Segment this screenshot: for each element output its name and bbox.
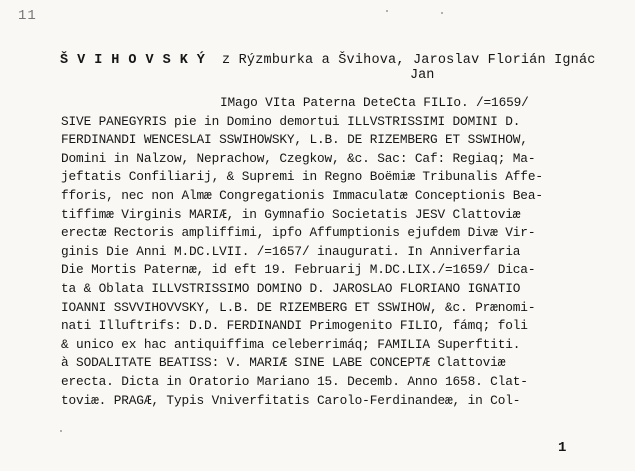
text-line: ta & Oblata ILLVSTRISSIMO DOMINO D. JAROSLAO FLORIANO IGNATIO [61, 280, 521, 296]
text-line: à SODALITATE BEATISS: V. MARIÆ SINE LABE CONCEPTÆ Clattoviæ [61, 355, 506, 371]
corner-mark: 11 [18, 8, 37, 24]
dust-speck [60, 430, 62, 432]
page-number: 1 [558, 440, 567, 456]
text-line: IMago VIta Paterna DeteCta FILIo. /=1659/ [220, 95, 529, 110]
text-line: nati Illuftrifs: D.D. FERDINANDI Primogenito FILIO, fámq; foli [61, 318, 528, 334]
text-line: SIVE PANEGYRIS pie in Domino demortui ILLVSTRISSIMI DOMINI D. [61, 113, 521, 129]
text-line: fforis, nec non Almæ Congregationis Immaculatæ Conceptionis Bea- [61, 187, 543, 203]
text-line: FERDINANDI WENCESLAI SSWIHOWSKY, L.B. DE RIZEMBERG ET SSWIHOW, [61, 132, 528, 148]
text-line: tiffimæ Virginis MARIÆ, in Gymnafio Societatis JESV Clattoviæ [61, 206, 521, 222]
author-surname: ŠVIHOVSKÝ [60, 53, 214, 68]
text-line: jeftatis Confiliarij, & Supremi in Regno Boëmiæ Tribunalis Affe- [61, 169, 543, 185]
text-line: IOANNI SSVVIHOVVSKY, L.B. DE RIZEMBERG ET SSWIHOW, &c. Prænomi- [61, 299, 536, 315]
entry-heading [60, 53, 620, 68]
author-name: z Rýzmburka a Švihova, Jaroslav Florián Ignác [222, 53, 596, 68]
dust-speck [386, 10, 388, 12]
text-line: toviæ. PRAGÆ, Typis Vniverfitatis Carolo-Ferdinandeæ, in Col- [61, 392, 521, 408]
author-name-continuation: Jan [410, 68, 435, 83]
text-line: erecta. Dicta in Oratorio Mariano 15. Decemb. Anno 1658. Clat- [61, 373, 528, 389]
text-line: erectæ Rectoris ampliffimi, ipfo Affumptionis ejufdem Divæ Vir- [61, 225, 536, 241]
text-line: Die Mortis Paternæ, id eft 19. Februarij M.DC.LIX./=1659/ Dica- [61, 262, 536, 278]
text-line: Domini in Nalzow, Neprachow, Czegkow, &c. Sac: Caf: Regiaq; Ma- [61, 150, 536, 166]
title-description [61, 94, 621, 410]
text-line: ginis Die Anni M.DC.LVII. /=1657/ inaugurati. In Anniverfaria [61, 243, 521, 259]
dust-speck [441, 12, 443, 14]
text-line: & unico ex hac antiquiffima celeberrimáq; FAMILIA Superftiti. [61, 336, 521, 352]
